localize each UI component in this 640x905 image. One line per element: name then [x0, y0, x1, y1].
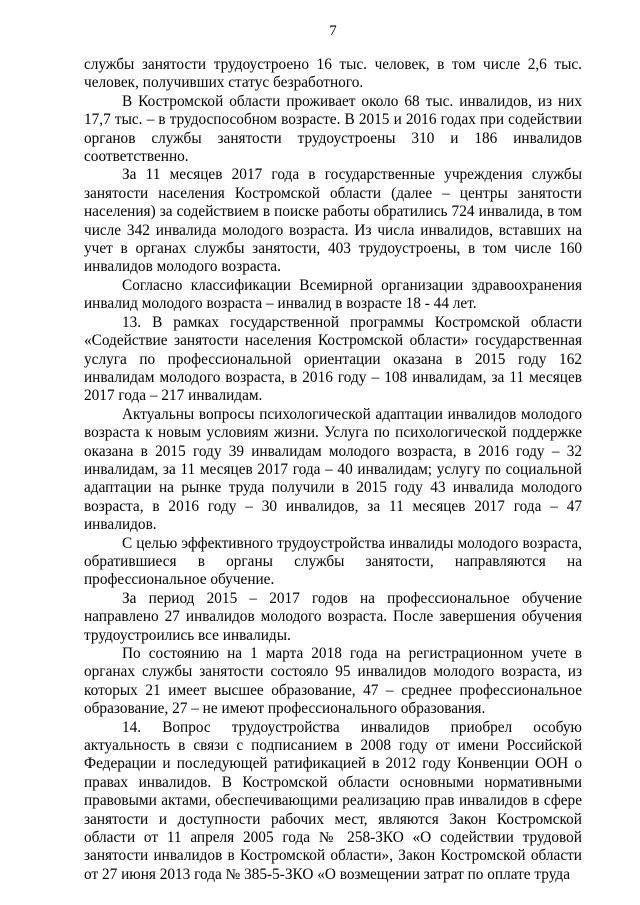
paragraph-6: Актуальны вопросы психологической адаптации инвалидов молодого возраста к новым условиям жизни. Услуга по психологической поддержке оказана в 2015 году 39 инвалидам молодого возраста, в 2016 году – 32 инвалидам, за 11 месяцев 2017 года – 40 инвалидам; услугу по социальной адаптации на рынке труда получили в 2015 году 43 инвалида молодого возраста, в 2016 году – 30 инвалидов, за 11 месяцев 2017 года – 47 инвалидов. — [84, 405, 582, 534]
paragraph-5: 13. В рамках государственной программы Костромской области «Содействие занятости населения Костромской области» государственная услуга по профессиональной ориентации оказана в 2015 году 162 инвалидам молодого возраста, в 2016 году – 108 инвалидам, за 11 месяцев 2017 года – 217 инвалидам. — [84, 313, 582, 405]
paragraph-2: В Костромской области проживает около 68 тыс. инвалидов, из них 17,7 тыс. – в трудоспособном возрасте. В 2015 и 2016 годах при содействии органов службы занятости трудоустроены 310 и 186 инвалидов соответственно. — [84, 92, 582, 166]
paragraph-10: 14. Вопрос трудоустройства инвалидов приобрел особую актуальность в связи с подписанием в 2008 году от имени Российской Федерации и последующей ратификацией в 2012 году Конвенции ООН о правах инвалидов. В Костромской области основными нормативными правовыми актами, обеспечивающими реализацию прав инвалидов в сфере занятости и доступности рабочих мест, являются Закон Костромской области от 11 апреля 2005 года № 258-ЗКО «О содействии трудовой занятости инвалидов в Костромской области», Закон Костромской области от 27 июня 2013 года № 385-5-ЗКО «О возмещении затрат по оплате труда — [84, 718, 582, 883]
paragraph-9: По состоянию на 1 марта 2018 года на регистрационном учете в органах службы занятости состояло 95 инвалидов молодого возраста, из которых 21 имеет высшее образование, 47 – среднее профессиональное образование, 27 – не имеют профессионального образования. — [84, 645, 582, 718]
paragraph-1: службы занятости трудоустроено 16 тыс. человек, в том числе 2,6 тыс. человек, получивших статус безработного. — [84, 56, 582, 92]
paragraph-7: С целью эффективного трудоустройства инвалиды молодого возраста, обратившиеся в органы службы занятости, направляются на профессиональное обучение. — [84, 534, 582, 589]
paragraph-3: За 11 месяцев 2017 года в государственные учреждения службы занятости населения Костромской области (далее – центры занятости населения) за содействием в поиске работы обратились 724 инвалида, в том числе 342 инвалида молодого возраста. Из числа инвалидов, вставших на учет в органах службы занятости, 403 трудоустроены, в том числе 160 инвалидов молодого возраста. — [84, 166, 582, 276]
paragraph-8: За период 2015 – 2017 годов на профессиональное обучение направлено 27 инвалидов молодого возраста. После завершения обучения трудоустроились все инвалиды. — [84, 589, 582, 644]
page-number: 7 — [329, 23, 337, 39]
paragraph-4: Согласно классификации Всемирной организации здравоохранения инвалид молодого возраста – инвалид в возрасте 18 - 44 лет. — [84, 276, 582, 313]
